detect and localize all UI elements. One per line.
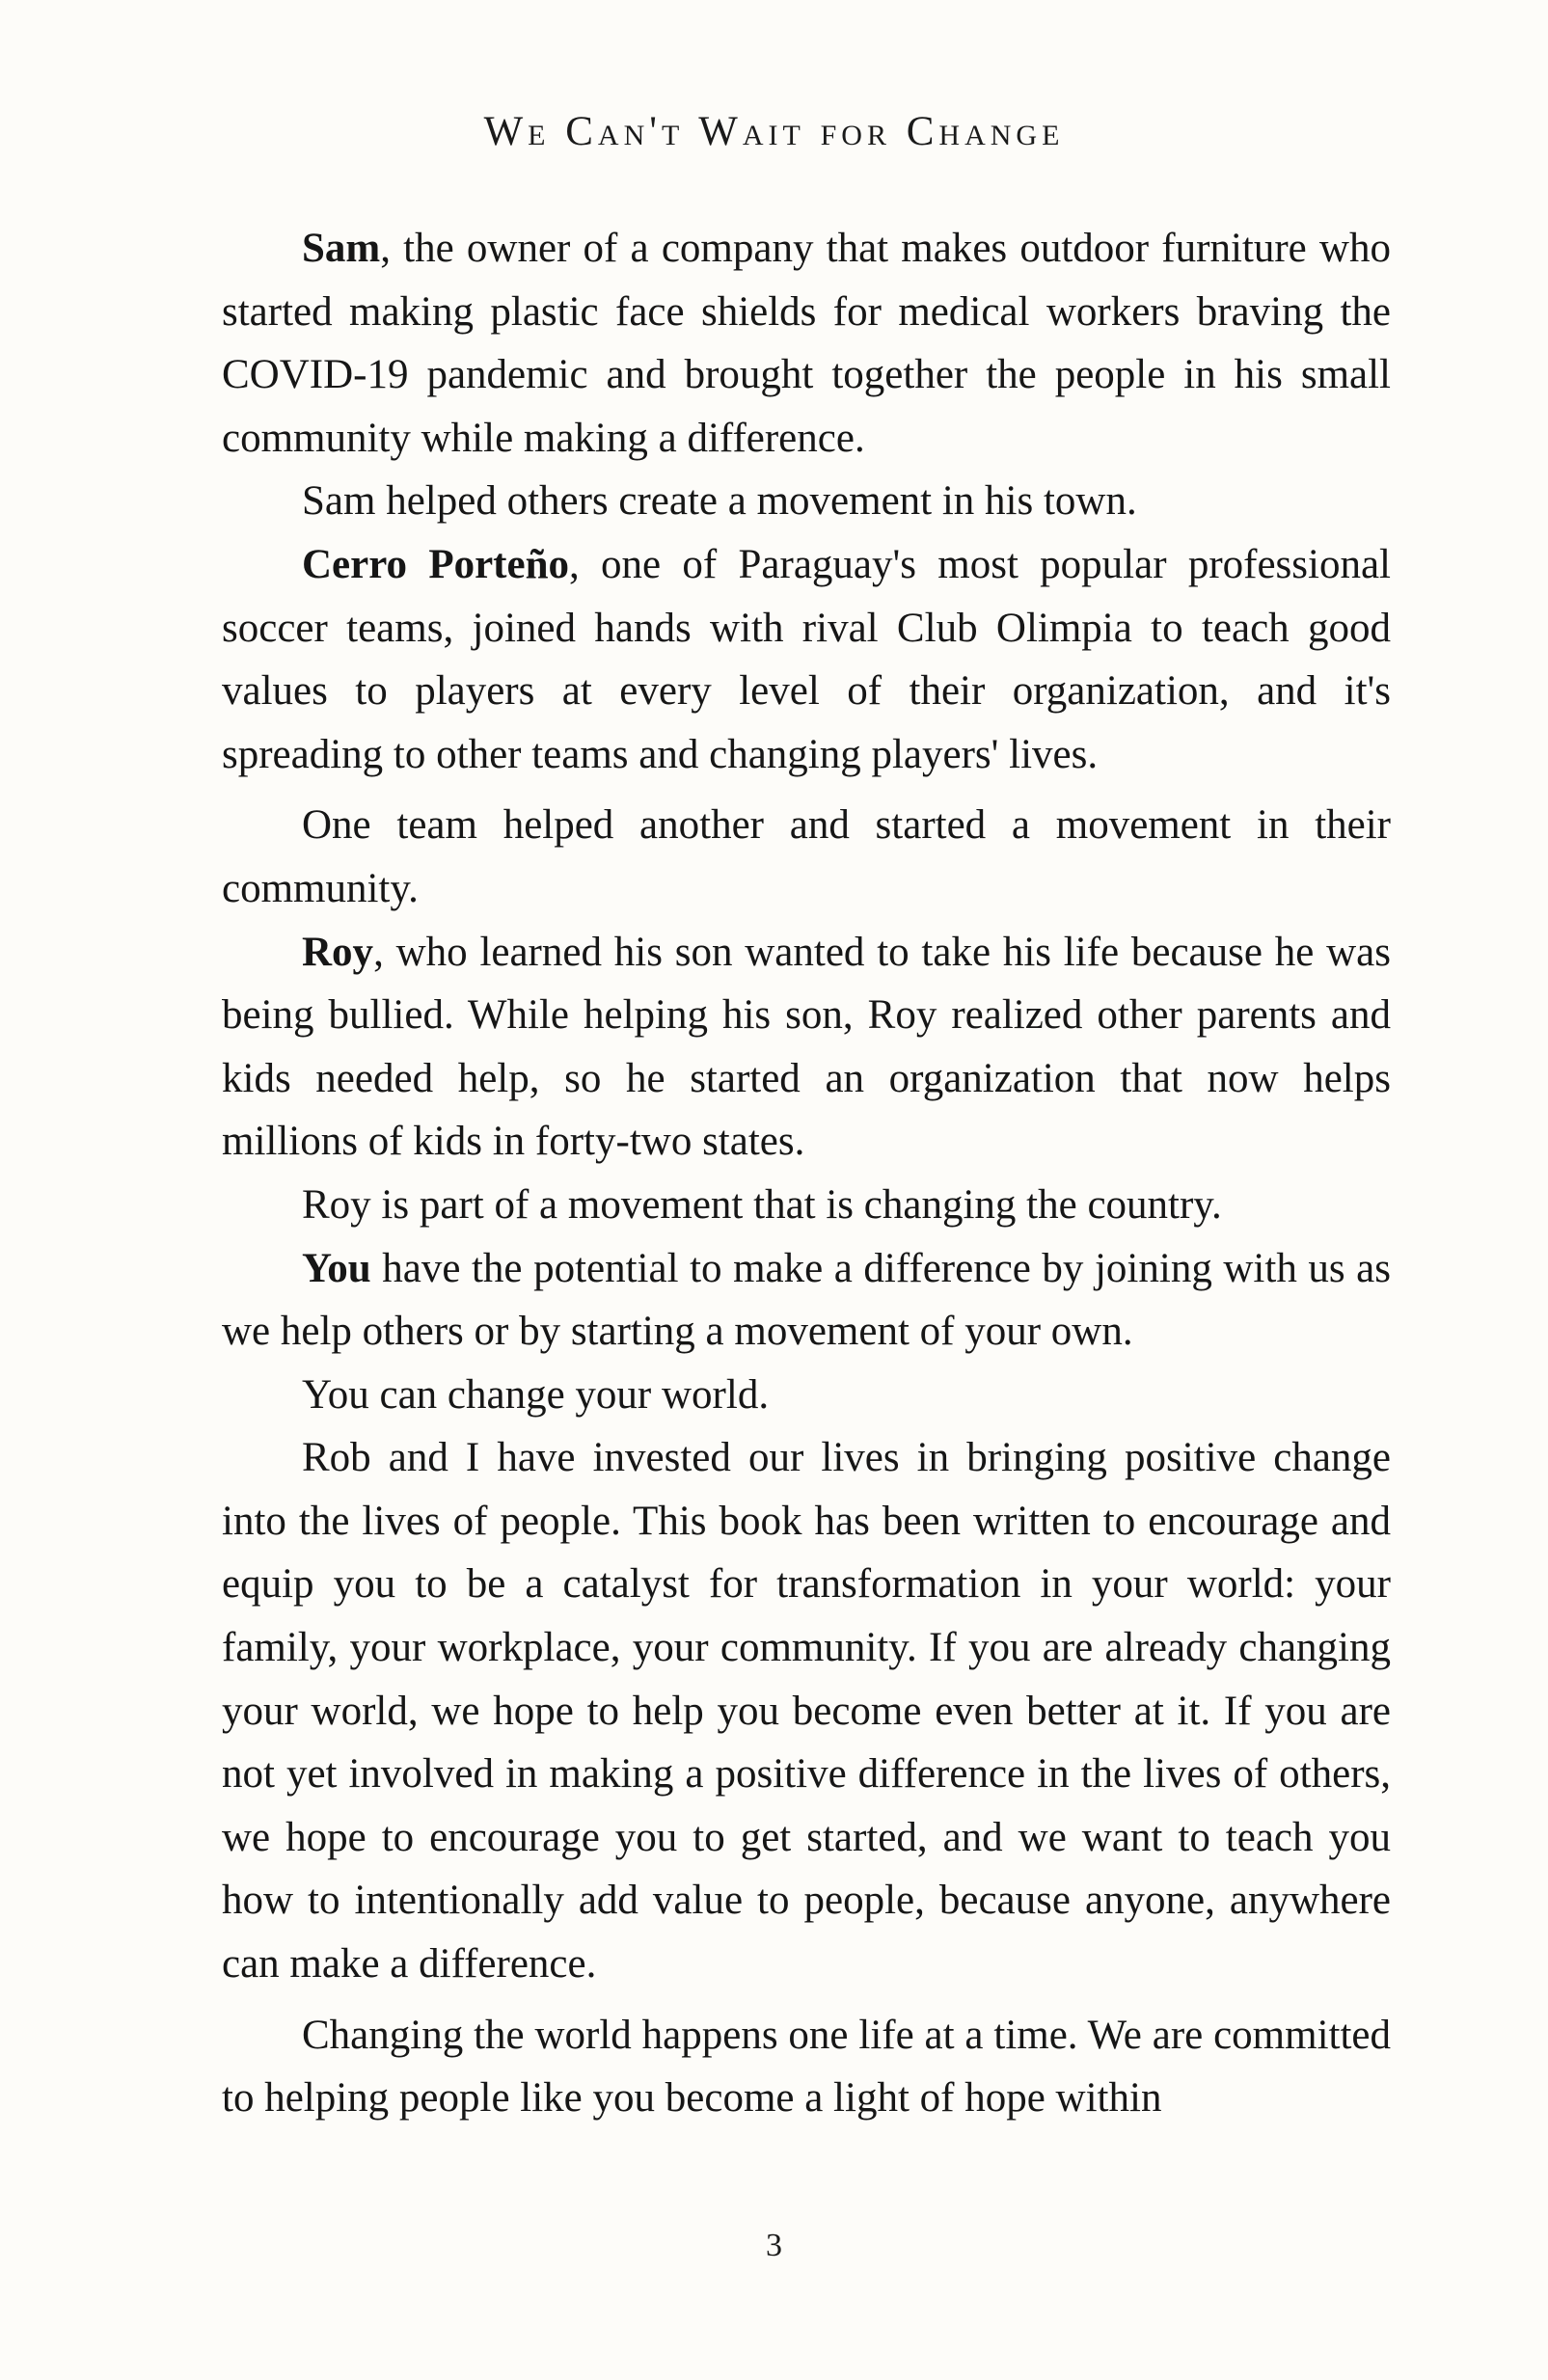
paragraph <box>222 1174 1391 1237</box>
paragraph-text: , the owner of a company that makes outdoor furniture who started making plastic face shields for medical workers braving the COVID-19 pandemic and brought together the people in his small community while making a difference. <box>222 226 1391 461</box>
running-header: We Can't Wait for Change <box>483 109 1065 154</box>
paragraph <box>222 1364 1391 1427</box>
paragraph <box>222 2004 1391 2130</box>
paragraph-text: Rob and I have invested our lives in bringing positive change into the lives of people. This book has been written to encourage and equip you to be a catalyst for transformation in your world: your family, your workplace, your community. If you are already changing your world, we hope to help you become even better at it. If you are not yet involved in making a positive difference in the lives of others, we hope to encourage you to get started, and we want to teach you how to intentionally add value to people, because anyone, anywhere can make a difference. <box>222 1435 1391 1988</box>
paragraph-you <box>222 1237 1391 1364</box>
body-text <box>222 217 1391 2130</box>
paragraph-text: Sam helped others create a movement in his town. <box>302 478 1137 525</box>
paragraph-lead: Sam <box>302 226 381 271</box>
paragraph-text: One team helped another and started a movement in their community. <box>222 802 1391 911</box>
paragraph-text: Roy is part of a movement that is changing the country. <box>302 1181 1222 1228</box>
paragraph-lead: You <box>302 1245 371 1291</box>
paragraph-text: , one of Paraguay's most popular professional soccer teams, joined hands with rival Club Olimpia to teach good values to players at every level of their organization, and it's spreading to other teams and changing players' lives. <box>222 541 1391 777</box>
page-number: 3 <box>766 2228 782 2263</box>
paragraph-sam <box>222 217 1391 470</box>
paragraph-lead: Roy <box>302 929 374 975</box>
paragraph-text: Changing the world happens one life at a time. We are committed to helping people like you become a light of hope within <box>222 2012 1391 2122</box>
paragraph-lead: Cerro Porteño <box>302 541 569 587</box>
paragraph-text: have the potential to make a difference by joining with us as we help others or by starting a movement of your own. <box>222 1245 1391 1355</box>
paragraph <box>222 1426 1391 1995</box>
paragraph-cerro-porteno <box>222 533 1391 786</box>
paragraph-roy <box>222 921 1391 1174</box>
paragraph <box>222 470 1391 533</box>
paragraph <box>222 794 1391 920</box>
paragraph-text: You can change your world. <box>302 1371 770 1418</box>
paragraph-text: , who learned his son wanted to take his life because he was being bullied. While helping his son, Roy realized other parents and kids needed help, so he started an organization that now helps millions of kids in forty-two states. <box>222 929 1391 1165</box>
